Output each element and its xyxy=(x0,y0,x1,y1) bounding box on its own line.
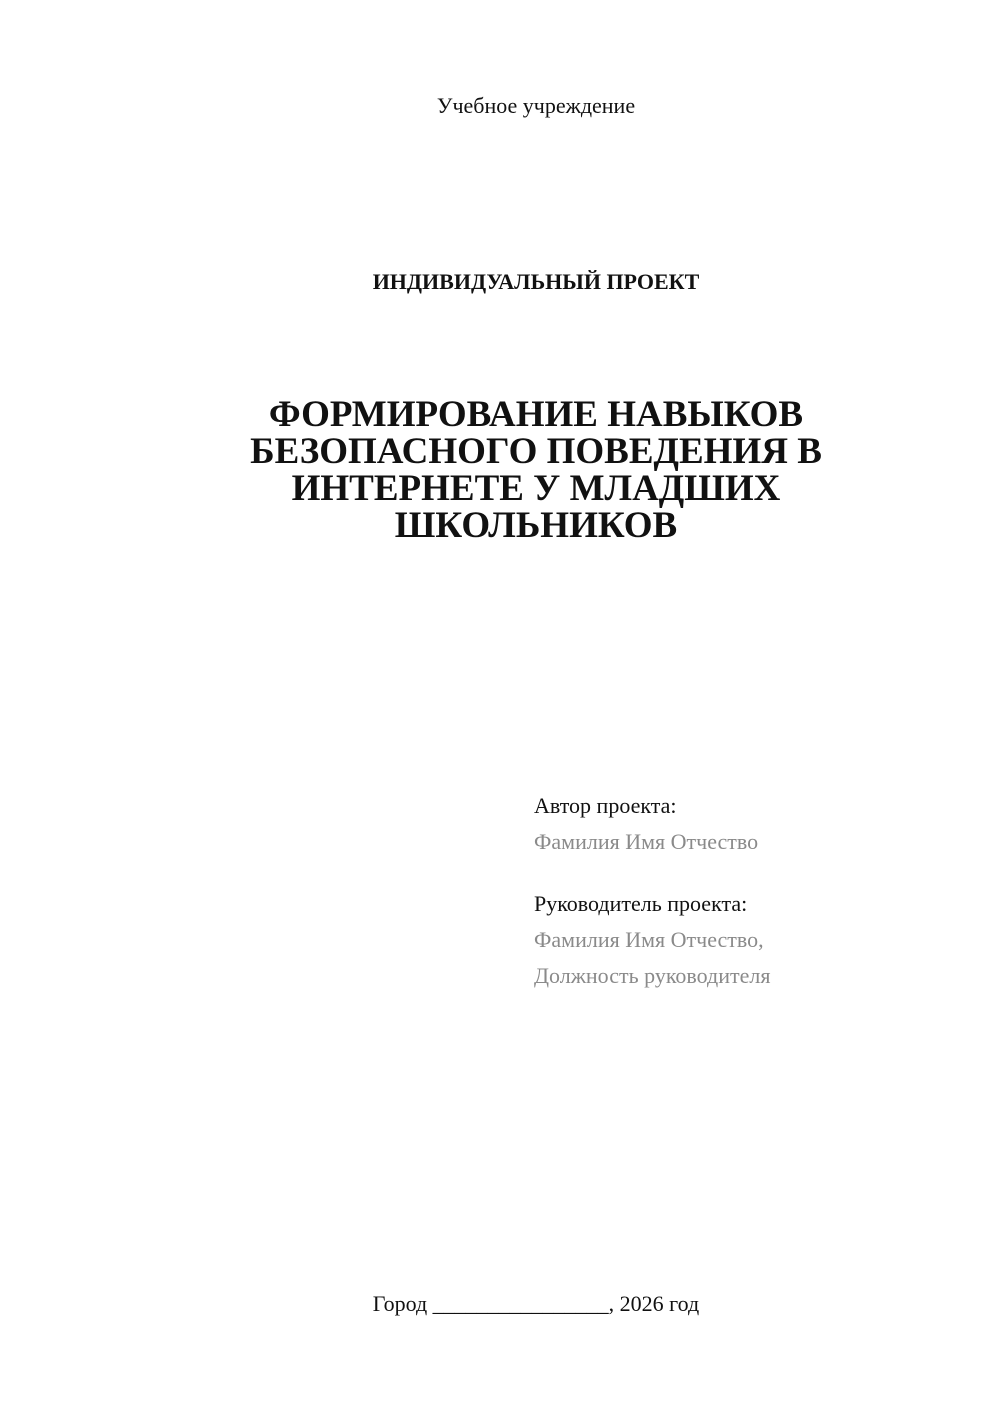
project-title-line: ИНТЕРНЕТЕ У МЛАДШИХ xyxy=(291,468,781,509)
city-label: Город xyxy=(372,1291,428,1316)
city-blank: ________________ xyxy=(432,1291,609,1316)
project-title-line: БЕЗОПАСНОГО ПОВЕДЕНИЯ В xyxy=(250,431,822,472)
project-title-line: ФОРМИРОВАНИЕ НАВЫКОВ xyxy=(268,394,804,435)
spacer xyxy=(534,860,974,886)
project-title-line: ШКОЛЬНИКОВ xyxy=(394,505,678,546)
project-people-block xyxy=(534,788,974,994)
supervisor-label: Руководитель проекта: xyxy=(534,891,748,916)
year-text: , 2026 год xyxy=(608,1291,700,1316)
supervisor-name-placeholder: Фамилия Имя Отчество, xyxy=(534,927,764,952)
document-type: ИНДИВИДУАЛЬНЫЙ ПРОЕКТ xyxy=(372,269,700,294)
project-title xyxy=(190,396,882,544)
author-label: Автор проекта: xyxy=(534,793,677,818)
supervisor-position-placeholder: Должность руководителя xyxy=(534,963,771,988)
author-name-placeholder: Фамилия Имя Отчество xyxy=(534,829,759,854)
institution-name: Учебное учреждение xyxy=(436,93,636,118)
city-year-line xyxy=(0,1290,1000,1318)
